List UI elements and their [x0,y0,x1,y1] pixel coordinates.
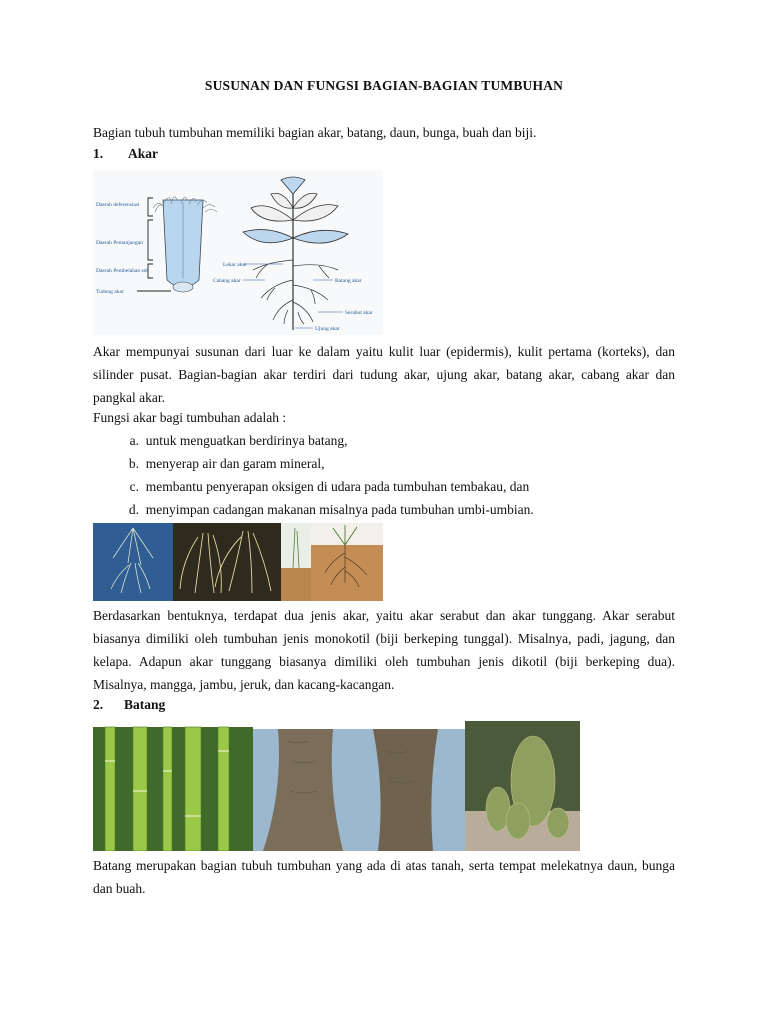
list-text: untuk menguatkan berdirinya batang, [145,433,348,448]
label-serabut-akar: Serabut akar [345,310,373,316]
root-structure-diagram [93,170,383,335]
list-item [93,429,675,452]
fungsi-akar-list [93,429,675,521]
list-text: menyerap air dan garam mineral, [145,456,325,471]
batang-paragraph: Batang merupakan bagian tubuh tumbuhan yang ada di atas tanah, serta tempat melekatnya daun, bunga dan buah. [93,858,675,896]
stem-photos-strip [93,721,580,851]
list-item [93,475,675,498]
label-cabang-akar: Cabang akar [213,278,241,284]
list-item [93,452,675,475]
list-item [93,498,675,521]
list-marker: b. [128,456,139,471]
section-title: Akar [128,146,158,161]
label-daerah-pembelahan: Daerah Pembelahan sel [96,268,148,274]
label-tudung-akar: Tudung akar [96,289,124,295]
label-batang-akar: Batang akar [335,278,362,284]
section-number: 2. [93,697,104,712]
page-title: SUSUNAN DAN FUNGSI BAGIAN-BAGIAN TUMBUHAN [204,78,564,93]
root-photos-strip [93,523,383,601]
section-heading-batang [93,697,165,713]
fungsi-akar-intro: Fungsi akar bagi tumbuhan adalah : [93,410,287,425]
list-marker: c. [129,479,139,494]
label-lekar-akar: Lekar akar [223,262,247,268]
list-text: menyimpan cadangan makanan misalnya pada tumbuhan umbi-umbian. [145,502,534,517]
label-daerah-deferensiasi: Daerah deferensiasi [96,202,140,208]
akar-paragraph-1: Akar mempunyai susunan dari luar ke dalam yaitu kulit luar (epidermis), kulit pertama (korteks), dan silinder pusat. Bagian-bagian akar terdiri dari tudung akar, ujung akar, batang akar, cabang akar dan pangkal akar. [93,344,675,405]
intro-paragraph: Bagian tubuh tumbuhan memiliki bagian akar, batang, daun, bunga, buah dan biji. [93,125,537,140]
list-marker: d. [128,502,139,517]
akar-paragraph-2: Berdasarkan bentuknya, terdapat dua jenis akar, yaitu akar serabut dan akar tunggang. Akar serabut biasanya dimiliki oleh tumbuhan jenis monokotil (biji berkeping tunggal). Misalnya, padi, jagung, dan kelapa. Adapun akar tunggang biasanya dimiliki oleh tumbuhan jenis dikotil (biji berkeping dua). Misalnya, mangga, jambu, jeruk, dan kacang-kacangan. [93,608,675,692]
label-daerah-pemanjangan: Daerah Pemanjangan [96,240,143,246]
list-text: membantu penyerapan oksigen di udara pada tumbuhan tembakau, dan [145,479,530,494]
section-heading-akar [93,146,158,162]
list-marker: a. [129,433,139,448]
section-number: 1. [93,146,104,161]
section-title: Batang [124,697,166,712]
label-ujung-akar: Ujung akar [315,326,340,332]
